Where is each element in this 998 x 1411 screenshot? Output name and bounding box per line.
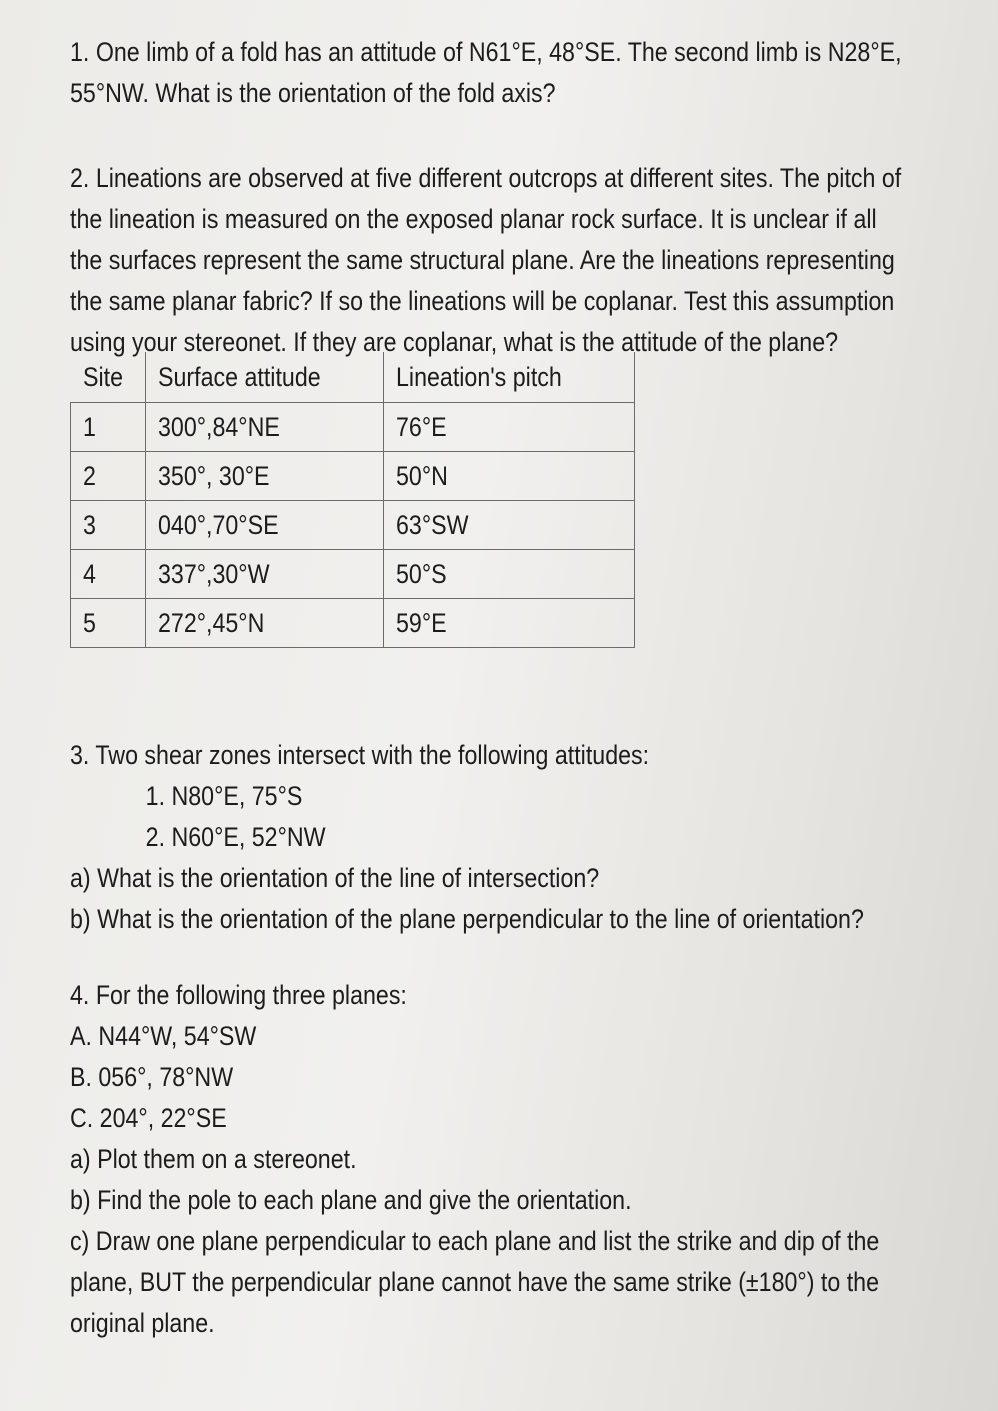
question-3-part: b) What is the orientation of the plane perpendicular to the line of orientation? (70, 904, 864, 934)
cell-surface-attitude: 040°,70°SE (145, 501, 383, 550)
table-header-row (71, 352, 635, 403)
question-4-line: b) Find the pole to each plane and give the orientation. (70, 1185, 632, 1215)
question-2 (70, 158, 950, 363)
cell-lineation-pitch: 76°E (383, 403, 634, 452)
question-4-line: plane, BUT the perpendicular plane cannot have the same strike (±180°) to the (70, 1267, 879, 1297)
lineation-table (70, 352, 635, 648)
cell-lineation-pitch: 63°SW (383, 501, 634, 550)
question-4-line: 4. For the following three planes: (70, 980, 407, 1010)
header-site: Site (71, 352, 146, 403)
table-row (71, 403, 635, 452)
question-2-line: using your stereonet. If they are coplanar, what is the attitude of the plane? (70, 327, 839, 357)
cell-site: 4 (71, 550, 146, 599)
question-2-line: the same planar fabric? If so the lineations will be coplanar. Test this assumption (70, 286, 895, 316)
cell-site: 3 (71, 501, 146, 550)
question-4 (70, 975, 950, 1344)
question-3-item: 1. N80°E, 75°S (145, 781, 303, 811)
question-4-line: C. 204°, 22°SE (70, 1103, 227, 1133)
cell-surface-attitude: 300°,84°NE (145, 403, 383, 452)
question-4-line: B. 056°, 78°NW (70, 1062, 234, 1092)
question-4-line: c) Draw one plane perpendicular to each plane and list the strike and dip of the (70, 1226, 880, 1256)
question-3 (70, 735, 950, 940)
question-1-line: 55°NW. What is the orientation of the fold axis? (70, 78, 556, 108)
cell-surface-attitude: 350°, 30°E (145, 452, 383, 501)
table-row (71, 550, 635, 599)
question-4-line: A. N44°W, 54°SW (70, 1021, 257, 1051)
question-3-item: 2. N60°E, 52°NW (145, 822, 326, 852)
question-2-line: the surfaces represent the same structural plane. Are the lineations representing (70, 245, 895, 275)
cell-site: 1 (71, 403, 146, 452)
question-2-line: the lineation is measured on the exposed planar rock surface. It is unclear if all (70, 204, 877, 234)
question-4-line: a) Plot them on a stereonet. (70, 1144, 357, 1174)
cell-lineation-pitch: 59°E (383, 599, 634, 648)
cell-surface-attitude: 337°,30°W (145, 550, 383, 599)
question-1-line: 1. One limb of a fold has an attitude of N61°E, 48°SE. The second limb is N28°E, (70, 37, 902, 67)
table-row (71, 501, 635, 550)
question-4-line: original plane. (70, 1308, 215, 1338)
cell-site: 2 (71, 452, 146, 501)
question-3-part: a) What is the orientation of the line of intersection? (70, 863, 600, 893)
question-2-line: 2. Lineations are observed at five different outcrops at different sites. The pitch of (70, 163, 902, 193)
header-lineation-pitch: Lineation's pitch (383, 352, 634, 403)
cell-lineation-pitch: 50°N (383, 452, 634, 501)
header-surface-attitude: Surface attitude (145, 352, 383, 403)
cell-site: 5 (71, 599, 146, 648)
cell-lineation-pitch: 50°S (383, 550, 634, 599)
table-row (71, 599, 635, 648)
question-3-intro: 3. Two shear zones intersect with the following attitudes: (70, 740, 650, 770)
cell-surface-attitude: 272°,45°N (145, 599, 383, 648)
table-row (71, 452, 635, 501)
question-1 (70, 32, 950, 114)
